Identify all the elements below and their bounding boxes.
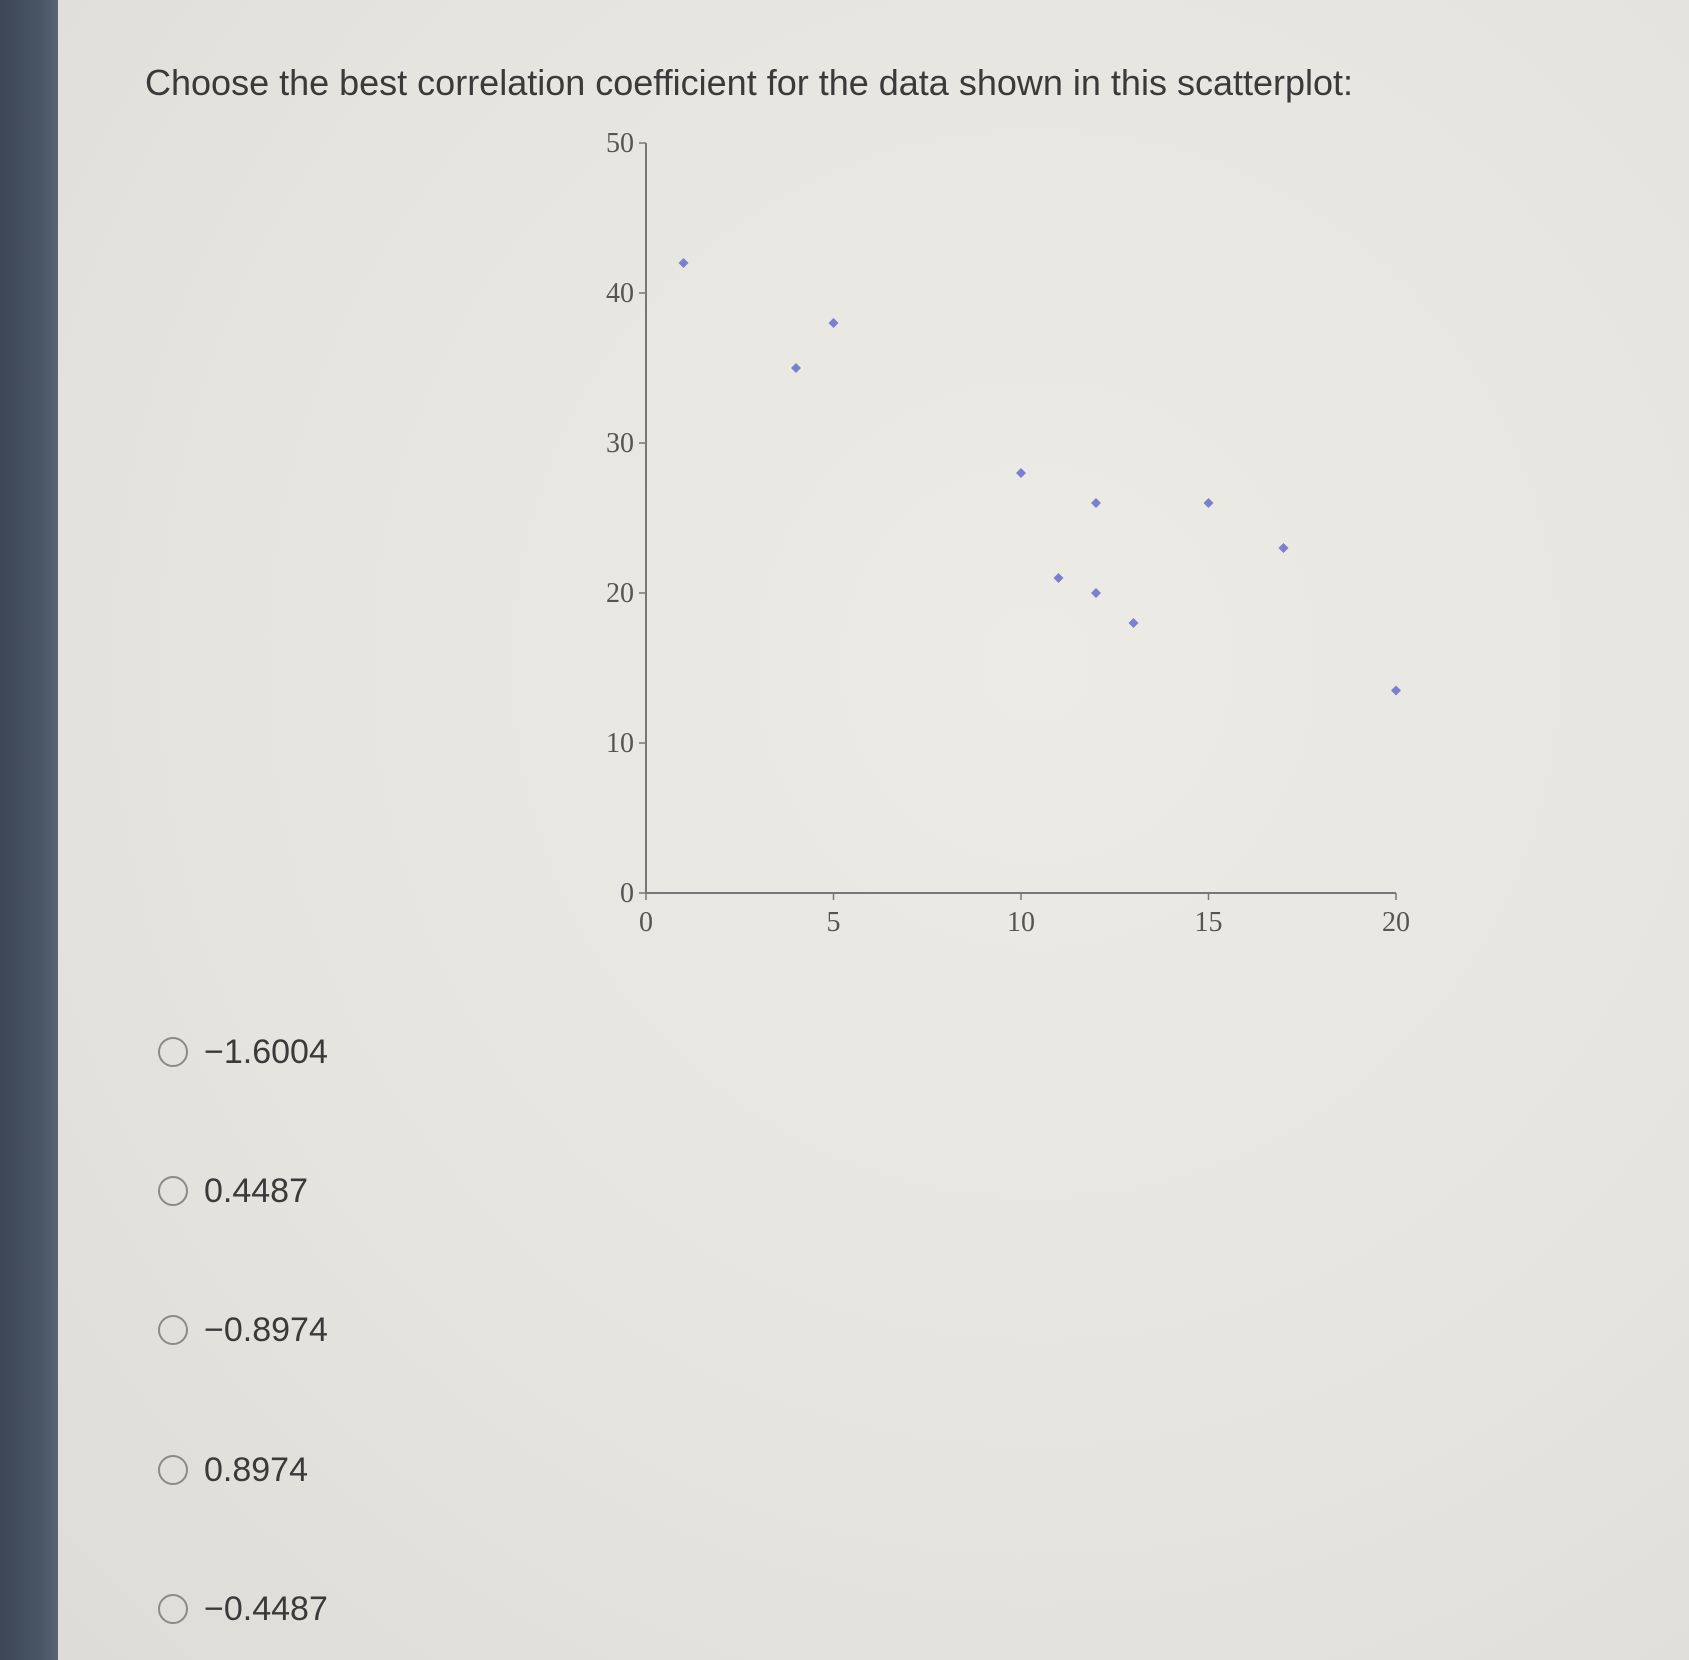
option-5[interactable]: [158, 1587, 328, 1631]
y-tick-label: 30: [606, 428, 634, 459]
radio-button-icon[interactable]: [158, 1594, 188, 1624]
x-tick-label: 10: [1007, 907, 1035, 938]
y-tick-label: 10: [606, 728, 634, 759]
data-point: [1091, 498, 1101, 508]
option-label: −1.6004: [204, 1032, 328, 1071]
data-point: [1391, 686, 1401, 696]
radio-button-icon[interactable]: [158, 1176, 188, 1206]
data-point: [791, 363, 801, 373]
option-label: −0.4487: [204, 1589, 328, 1628]
x-tick-label: 15: [1194, 907, 1223, 938]
data-point: [1129, 618, 1139, 628]
data-point: [1054, 573, 1064, 583]
y-tick-label: 20: [606, 578, 634, 609]
option-label: 0.4487: [204, 1171, 308, 1210]
radio-button-icon[interactable]: [158, 1315, 188, 1345]
question-text: Choose the best correlation coefficient for the data shown in this scatterplot:: [145, 62, 1354, 103]
option-3[interactable]: [158, 1308, 328, 1352]
x-tick-label: 20: [1382, 907, 1410, 938]
y-tick-label: 40: [606, 278, 634, 309]
data-point: [1016, 468, 1026, 478]
data-point: [829, 318, 839, 328]
data-point: [1279, 543, 1289, 553]
data-point: [1091, 588, 1101, 598]
option-4[interactable]: [158, 1448, 308, 1492]
x-tick-label: 0: [639, 907, 653, 938]
y-tick-label: 50: [606, 128, 634, 159]
option-2[interactable]: [158, 1169, 308, 1213]
y-tick-label: 0: [620, 878, 634, 909]
data-point: [679, 258, 689, 268]
radio-button-icon[interactable]: [158, 1455, 188, 1485]
option-1[interactable]: [158, 1030, 328, 1074]
option-label: 0.8974: [204, 1450, 308, 1489]
option-label: −0.8974: [204, 1310, 328, 1349]
x-tick-label: 5: [826, 907, 841, 938]
radio-button-icon[interactable]: [158, 1037, 188, 1067]
data-point: [1204, 498, 1214, 508]
